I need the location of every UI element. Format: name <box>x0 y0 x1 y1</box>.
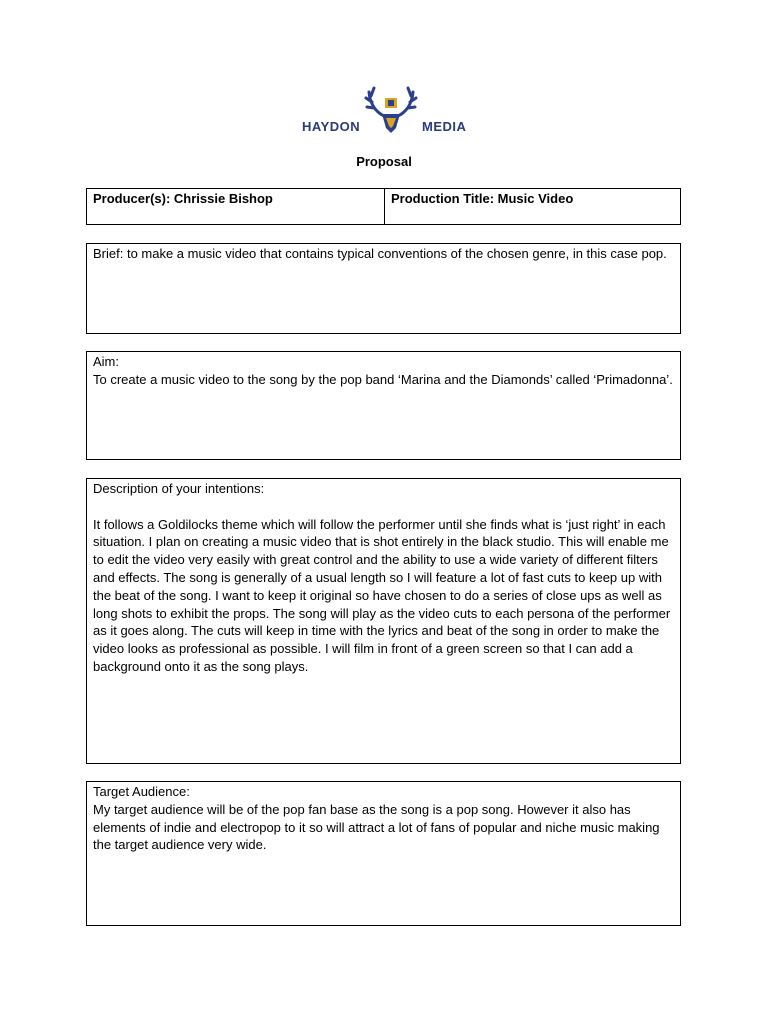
target-audience-label: Target Audience: <box>93 784 190 799</box>
target-audience-text: My target audience will be of the pop fan base as the song is a pop song. However it also has elements of indie and electropop to it so will attract a lot of fans of popular and niche music making the target audience very wide. <box>93 801 660 853</box>
description-label: Description of your intentions: <box>93 481 265 496</box>
logo-text-right: MEDIA <box>422 119 467 134</box>
producer-cell: Producer(s): Chrissie Bishop <box>87 189 385 224</box>
description-box <box>86 478 681 764</box>
aim-label: Aim: <box>93 354 119 369</box>
haydon-media-logo <box>300 86 468 138</box>
page-title: Proposal <box>356 154 412 169</box>
logo-text-left: HAYDON <box>302 119 361 134</box>
description-text: It follows a Goldilocks theme which will follow the performer until she finds what is ‘just right’ in each situation. I plan on creating a music video that is shot entirely in the black studio. This will enable me to edit the video very easily with great control and the ability to use a wide variety of different filters and effects. The song is generally of a usual length so I will feature a lot of fast cuts to keep up with the beat of the song. I want to keep it original so have chosen to do a series of close ups as well as long shots to exhibit the props. The song will play as the video cuts to each persona of the performer as it goes along. The cuts will keep in time with the lyrics and beat of the song in order to make the video looks as professional as possible. I will film in front of a green screen so that I can add a background onto it as the song plays. <box>93 516 671 674</box>
aim-box <box>86 351 681 460</box>
brief-box <box>86 243 681 334</box>
aim-text: To create a music video to the song by the pop band ‘Marina and the Diamonds’ called ‘Primadonna’. <box>93 371 673 387</box>
target-audience-box <box>86 781 681 926</box>
production-title-cell: Production Title: Music Video <box>391 191 574 206</box>
brief-text: Brief: to make a music video that contains typical conventions of the chosen genre, in this case pop. <box>93 246 667 261</box>
producer-title-table <box>86 188 681 225</box>
stag-head-logo-icon <box>362 86 420 136</box>
